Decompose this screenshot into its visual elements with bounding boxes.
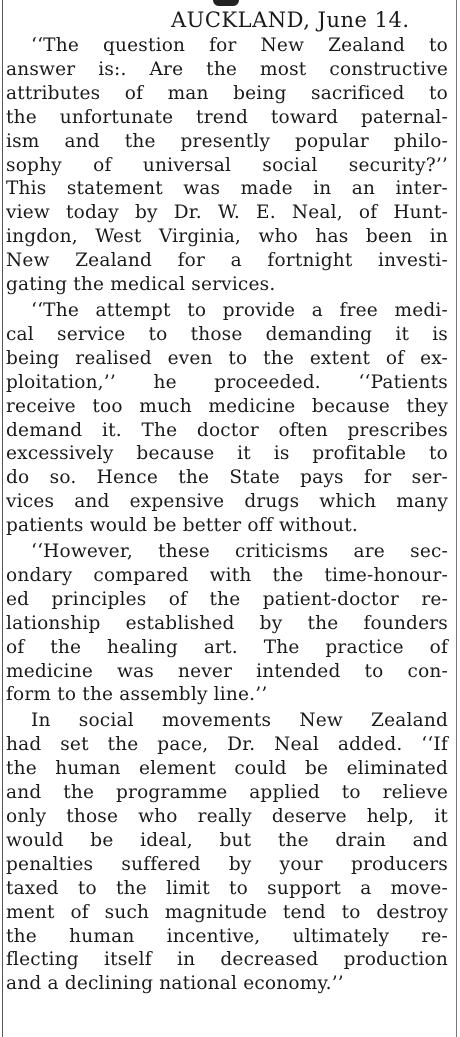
- left-column-rule: [2, 0, 3, 1037]
- text-line: would be ideal, but the drain and: [6, 829, 448, 851]
- text-line: had set the pace, Dr. Neal added. ‘‘If: [6, 734, 448, 756]
- text-line: excessively because it is profitable to: [6, 443, 448, 465]
- text-line: ‘‘However, these criticisms are sec-: [31, 541, 448, 563]
- article: [6, 6, 448, 996]
- text-line: flecting itself in decreased production: [6, 949, 448, 971]
- text-line: vices and expensive drugs which many: [6, 491, 448, 513]
- text-line: and a declining national economy.’’: [6, 973, 344, 995]
- text-line: ploitation,’’ he proceeded. ‘‘Patients: [6, 371, 448, 393]
- paragraph-4: [6, 709, 448, 996]
- paragraph-1: [6, 34, 448, 297]
- text-line: the human incentive, ultimately re-: [6, 925, 448, 947]
- text-line: taxed to the limit to support a move-: [6, 877, 448, 899]
- text-line: New Zealand for a fortnight investi-: [6, 250, 448, 272]
- text-line: ‘‘The question for New Zealand to: [31, 35, 448, 56]
- text-line: ingdon, West Virginia, who has been in: [6, 226, 448, 248]
- dateline: AUCKLAND, June 14.: [171, 8, 410, 32]
- text-line: sophy of universal social security?’’: [6, 154, 448, 176]
- text-line: do so. Hence the State pays for ser-: [6, 467, 448, 489]
- text-line: ‘‘The attempt to provide a free medi-: [31, 299, 448, 321]
- text-line: ondary compared with the time-honour-: [6, 564, 448, 586]
- text-line: of the healing art. The practice of: [6, 636, 448, 658]
- text-line: medicine was never intended to con-: [6, 660, 448, 682]
- text-line: lationship established by the founders: [6, 612, 448, 634]
- text-line: the unfortunate trend toward paternal-: [6, 106, 448, 128]
- paragraph-2: [6, 299, 448, 538]
- text-line: patients would be better off without.: [6, 515, 359, 537]
- text-line: form to the assembly line.’’: [6, 684, 268, 706]
- text-line: demand it. The doctor often prescribes: [6, 419, 448, 441]
- text-line: receive too much medicine because they: [6, 395, 448, 417]
- text-line: the human element could be eliminated: [6, 758, 448, 780]
- text-line: In social movements New Zealand: [31, 710, 448, 732]
- text-line: being realised even to the extent of ex-: [6, 347, 448, 369]
- text-line: penalties suffered by your producers: [6, 853, 448, 875]
- text-line: attributes of man being sacrificed to: [6, 82, 448, 104]
- text-line: ment of such magnitude tend to destroy: [6, 901, 448, 923]
- text-line: gating the medical services.: [6, 274, 276, 296]
- text-line: view today by Dr. W. E. Neal, of Hunt-: [6, 202, 448, 224]
- text-line: This statement was made in an inter-: [6, 178, 448, 200]
- text-line: only those who really deserve help, it: [6, 806, 448, 827]
- right-column-rule: [456, 0, 457, 1037]
- paragraph-3: [6, 540, 448, 707]
- text-line: and the programme applied to relieve: [6, 782, 448, 804]
- text-line: cal service to those demanding it is: [6, 323, 448, 345]
- text-line: ism and the presently popular philo-: [6, 130, 448, 152]
- text-line: answer is:. Are the most constructive: [6, 58, 448, 80]
- text-line: ed principles of the patient-doctor re-: [6, 588, 448, 610]
